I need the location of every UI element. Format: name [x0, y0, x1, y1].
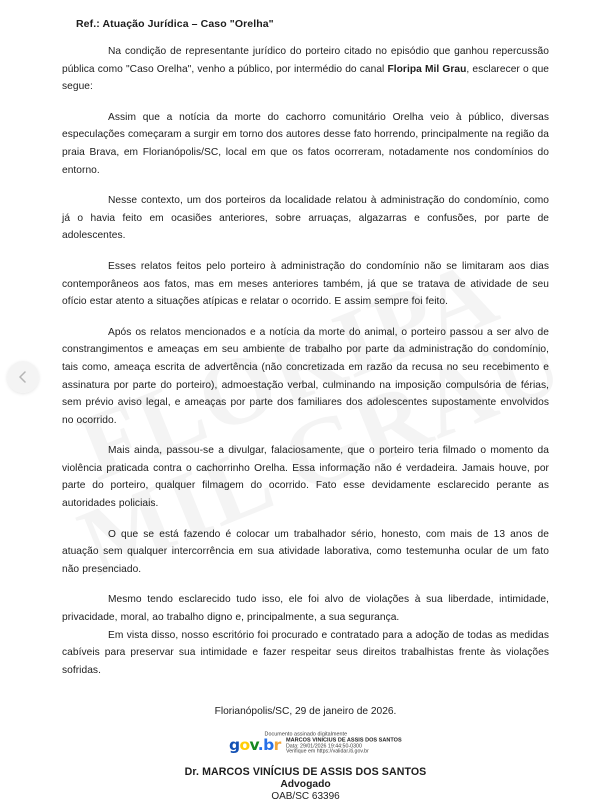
paragraph-8: Mesmo tendo esclarecido tudo isso, ele foi alvo de violações à sua liberdade, intimidade, privacidade, moral, ao trabalho digno e, principalmente, a sua segurança. [62, 594, 549, 624]
signature-stamp-details [285, 736, 402, 754]
signature-stamp-signer-name: MARCOS VINICIUS DE ASSIS DOS SANTOS [285, 736, 402, 743]
signature-stamp-date: Data: 29/01/2026 19:44:50-0300 [285, 742, 362, 749]
paragraph-9: Em vista disso, nosso escritório foi procurado e contratado para a adoção de todas as medidas cabíveis para preservar sua intimidade e fazer respeitar seus direitos trabalhistas frente às violações sofridas. [62, 629, 549, 676]
paragraph-1-text-before-bold: Na condição de representante jurídico do porteiro citado no episódio que ganhou repercussão pública como "Caso Orelha", venho a público, por intermédio do canal [62, 46, 549, 75]
chevron-left-icon [16, 370, 30, 384]
govbr-logo-letter-g: g [228, 735, 240, 754]
paragraph-4: Esses relatos feitos pelo porteiro à administração do condomínio não se limitaram aos dias contemporâneos aos fatos, mas em meses anteriores também, já que se tratava de atividade de seu ofício estar atento a situações atípicas e relatar o ocorrido. E assim sempre foi feito. [62, 260, 549, 308]
paragraph-6: Mais ainda, passou-se a divulgar, falaciosamente, que o porteiro teria filmado o momento da violência praticada contra o cachorrinho Orelha. Essa informação não é verdadeira. Jamais houve, por parte do porteiro, qualquer filmagem do ocorrido. Fato esse devidamente esclarecido perante as autoridades policiais. [62, 445, 549, 510]
signature-stamp-row [228, 735, 402, 754]
paragraph-1 [62, 30, 549, 96]
paragraph-5: Após os relatos mencionados e a notícia da morte do animal, o porteiro passou a ser alvo de constrangimentos e ameaças em seu ambiente de trabalho por parte da administração do condomínio, tais como, ameaça escrita de advertência (não concretizada em razão da recusa no seu recebimento e assinatura por parte do porteiro), admoestação verbal, culminando na imposição compulsória de férias, sem prévio aviso legal, e ameaças por parte dos familiares dos adolescentes supostamente envolvidos no ocorrido. [62, 326, 549, 426]
signer-oab-number: OAB/SC 63396 [271, 791, 340, 802]
digital-signature-stamp [211, 731, 401, 753]
document-reference-heading: Ref.: Atuação Jurídica – Caso "Orelha" [76, 18, 274, 30]
paragraph-1-text-after-bold: , esclarecer o que segue: [62, 63, 549, 93]
govbr-logo-icon [228, 735, 281, 754]
previous-page-button[interactable] [7, 361, 39, 393]
govbr-logo-letter-b: b [263, 735, 274, 754]
signer-full-name: Dr. MARCOS VINÍCIUS DE ASSIS DOS SANTOS [184, 766, 427, 779]
signature-stamp-caption: Documento assinado digitalmente [264, 730, 347, 737]
govbr-logo-letter-o: o [239, 735, 250, 754]
govbr-logo-dot: . [257, 735, 264, 754]
govbr-logo-letter-r: r [273, 735, 281, 754]
paragraph-3: Nesse contexto, um dos porteiros da localidade relatou à administração do condomínio, como já o havia feito em ocasiões anteriores, sobre arruaças, algazarras e confusões, por parte de adolescentes. [62, 195, 549, 242]
paragraph-7: O que se está fazendo é colocar um trabalhador sério, honesto, com mais de 13 anos de atuação sem qualquer intercorrência em sua atividade laborativa, como testemunha ocular de um fato não presenciado. [62, 528, 549, 575]
channel-name-bold: Floripa Mil Grau [387, 63, 467, 75]
signature-stamp-verify-url: Verifique em https://validar.iti.gov.br [285, 747, 369, 754]
place-and-date: Florianópolis/SC, 29 de janeiro de 2026. [214, 706, 397, 718]
signer-role: Advogado [280, 779, 331, 791]
paragraph-2: Assim que a notícia da morte do cachorro comunitário Orelha veio à público, diversas especulações começaram a surgir em torno dos autores desse fato horrendo, principalmente na região da praia Brava, em Florianópolis/SC, local em que os fatos ocorreram, notadamente nos condomínios do entorno. [62, 111, 549, 176]
signature-footer [62, 766, 549, 802]
govbr-logo-letter-v: v [249, 735, 258, 754]
